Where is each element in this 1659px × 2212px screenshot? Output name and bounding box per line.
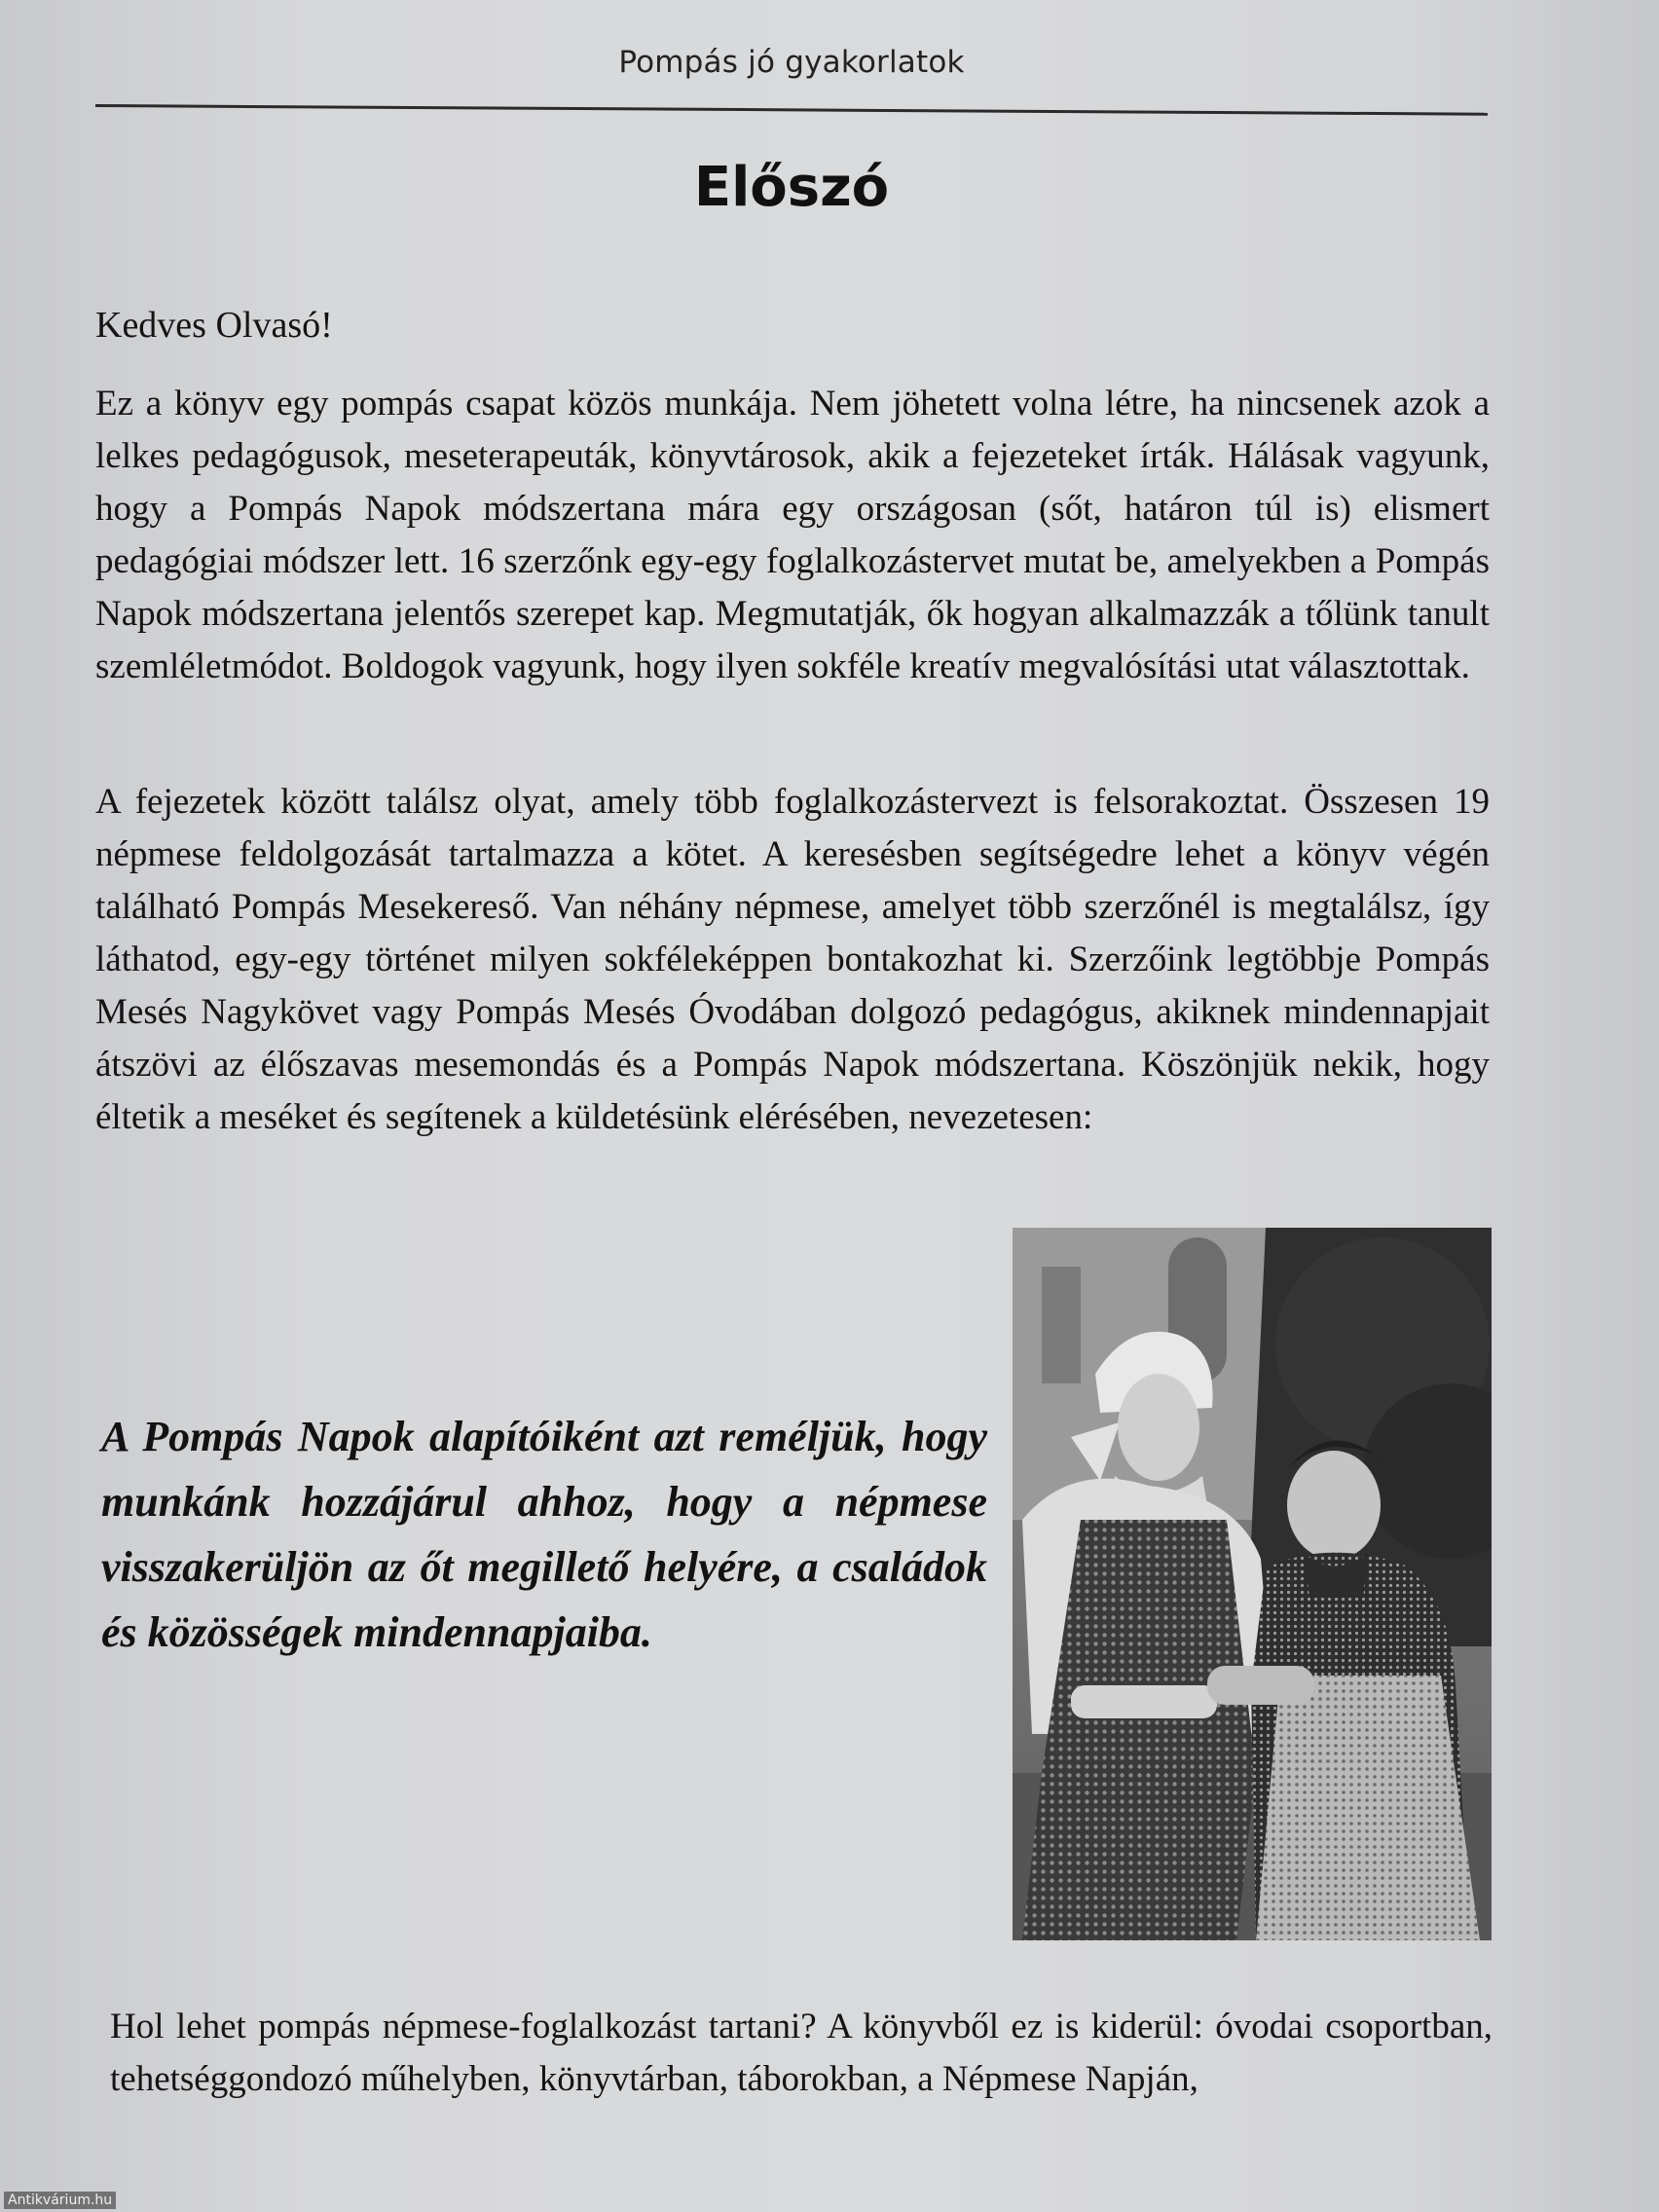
mission-quote: A Pompás Napok alapítóiként azt reméljük, hogy munkánk hozzájárul ahhoz, hogy a népmese visszakerüljön az őt megillető helyére, a családok és közösségek mindennapjaiba. xyxy=(101,1413,987,1656)
site-watermark: Antikvárium.hu xyxy=(4,2192,116,2209)
paragraph-venues: Hol lehet pompás népmese-foglalkozást tartani? A könyvből ez is kiderül: óvodai csoportban, tehetséggondozó műhelyben, könyvtárban, táborokban, a Népmese Napján, xyxy=(110,2007,1493,2099)
storytellers-photo xyxy=(1013,1228,1492,1940)
chapter-title: Előszó xyxy=(693,156,890,219)
salutation: Kedves Olvasó! xyxy=(95,305,333,346)
paragraph-intro: Ez a könyv egy pompás csapat közös munkája. Nem jöhetett volna létre, ha nincsenek azok a lelkes pedagógusok, meseterapeuták, könyvtárosok, akik a fejezeteket írták. Hálásak vagyunk, hogy a Pompás Napok módszertana mára egy országosan (sőt, határon túl is) elismert pedagógiai módszer lett. 16 szerzőnk egy-egy foglalkozástervet mutat be, amelyekben a Pompás Napok módszertana jelentős szerepet kap. Megmutatják, ők hogyan alkalmazzák a tőlünk tanult szemléletmódot. Boldogok vagyunk, hogy ilyen sokféle kreatív megvalósítási utat választottak. xyxy=(95,384,1490,686)
paragraph-chapters: A fejezetek között találsz olyat, amely több foglalkozástervezt is felsorakoztat. Összesen 19 népmese feldolgozását tartalmazza a kötet. A keresésben segítségedre lehet a könyv végén található Pompás Mesekereső. Van néhány népmese, amelyet több szerzőnél is megtalálsz, így láthatod, egy-egy történet milyen sokféleképpen bontakozhat ki. Szerzőink legtöbbje Pompás Mesés Nagykövet vagy Pompás Mesés Óvodában dolgozó pedagógus, akiknek mindennapjait átszövi az élőszavas mesemondás és a Pompás Napok módszertana. Köszönjük nekik, hogy éltetik a meséket és segítenek a küldetésünk elérésében, nevezetesen: xyxy=(95,782,1490,1137)
running-header: Pompás jó gyakorlatok xyxy=(618,45,965,80)
header-divider xyxy=(95,104,1488,116)
